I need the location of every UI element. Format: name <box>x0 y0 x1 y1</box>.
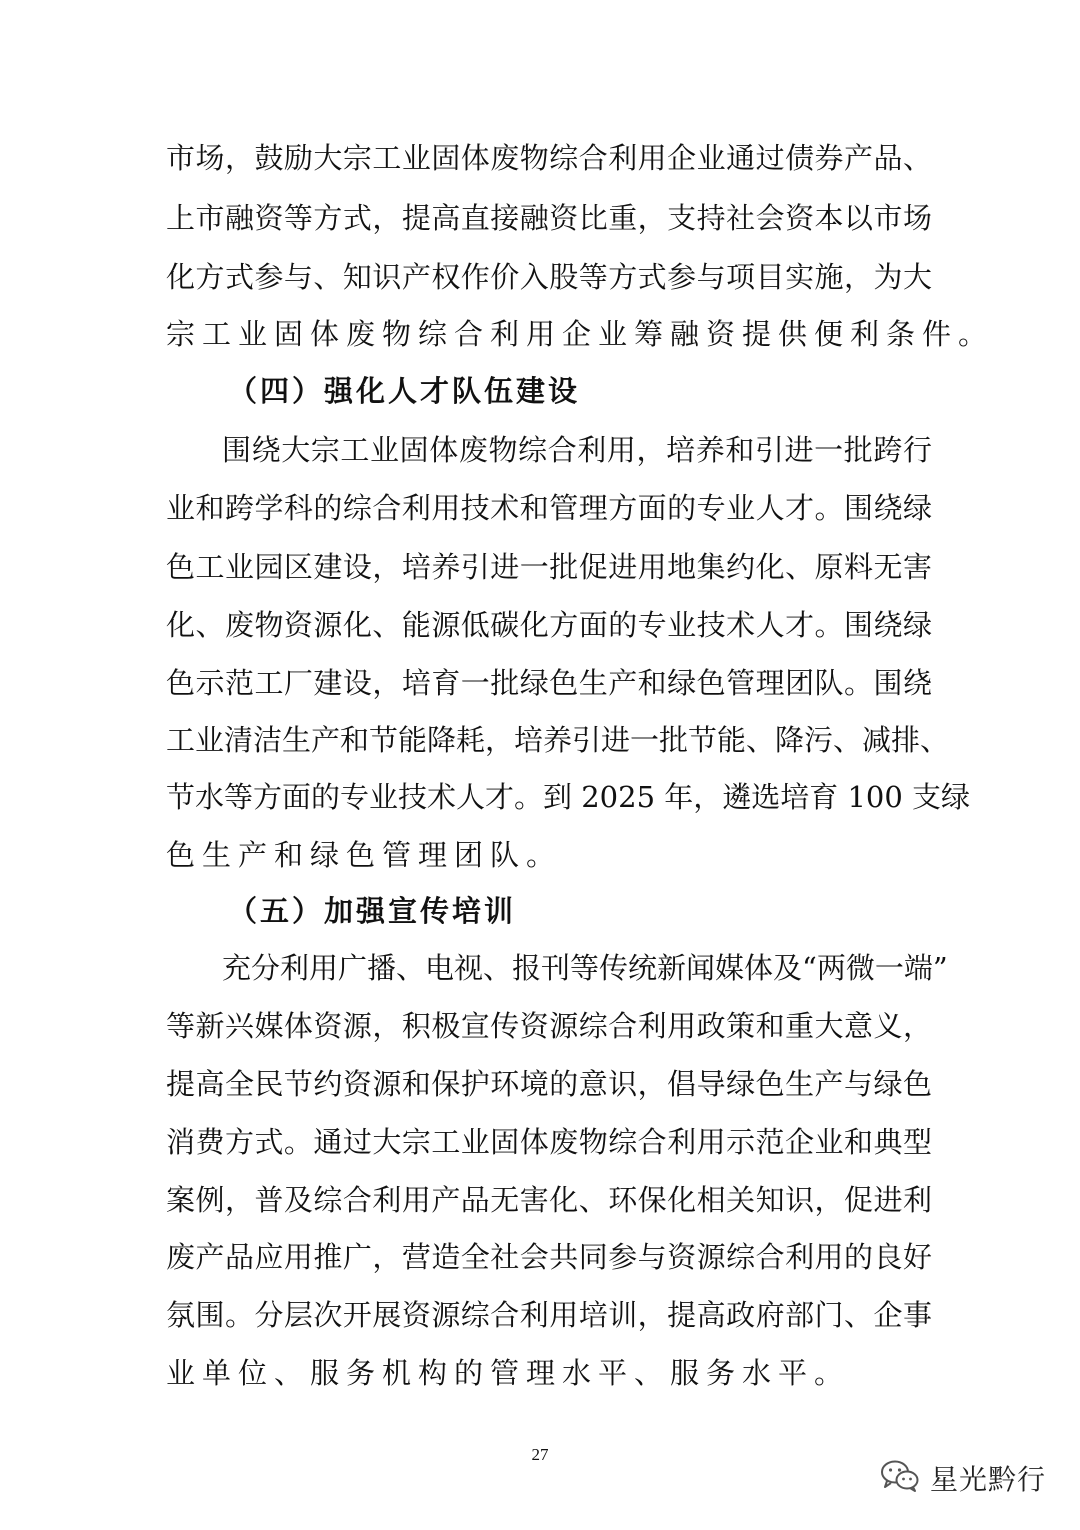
paragraph-line: 化、废物资源化、能源低碳化方面的专业技术人才。围绕绿 <box>166 608 932 642</box>
watermark-text: 星光黔行 <box>929 1463 1046 1496</box>
paragraph-line: 节水等方面的专业技术人才。到 2025 年，遴选培育 100 支绿 <box>166 780 971 814</box>
paragraph-line: 色示范工厂建设，培育一批绿色生产和绿色管理团队。围绕 <box>166 666 932 700</box>
paragraph-line: 废产品应用推广，营造全社会共同参与资源综合利用的良好 <box>166 1240 932 1274</box>
paragraph-line: 消费方式。通过大宗工业固体废物综合利用示范企业和典型 <box>166 1125 932 1159</box>
paragraph-line: 等新兴媒体资源，积极宣传资源综合利用政策和重大意义， <box>166 1009 932 1043</box>
watermark <box>880 1456 1046 1500</box>
paragraph-line: 化方式参与、知识产权作价入股等方式参与项目实施，为大 <box>166 260 932 294</box>
paragraph-line: 围绕大宗工业固体废物综合利用，培养和引进一批跨行 <box>222 433 932 467</box>
section-heading-4: （四）强化人才队伍建设 <box>228 374 581 408</box>
paragraph-line: 案例，普及综合利用产品无害化、环保化相关知识，促进利 <box>166 1183 932 1217</box>
paragraph-line: 业单位、服务机构的管理水平、服务水平。 <box>166 1356 851 1390</box>
section-heading-5: （五）加强宣传培训 <box>228 894 517 928</box>
paragraph-line: 业和跨学科的综合利用技术和管理方面的专业人才。围绕绿 <box>166 491 932 525</box>
paragraph-line: 上市融资等方式，提高直接融资比重，支持社会资本以市场 <box>166 201 932 235</box>
paragraph-line: 色工业园区建设，培养引进一批促进用地集约化、原料无害 <box>166 550 932 584</box>
paragraph-line: 工业清洁生产和节能降耗，培养引进一批节能、降污、减排、 <box>166 723 950 757</box>
wechat-icon <box>880 1459 920 1497</box>
page-number: 27 <box>531 1445 549 1464</box>
paragraph-line: 提高全民节约资源和保护环境的意识，倡导绿色生产与绿色 <box>166 1067 932 1101</box>
paragraph-line: 市场，鼓励大宗工业固体废物综合利用企业通过债券产品、 <box>166 141 932 175</box>
paragraph-line: 充分利用广播、电视、报刊等传统新闻媒体及“两微一端” <box>222 951 948 985</box>
paragraph-line: 色生产和绿色管理团队。 <box>166 838 563 872</box>
paragraph-line: 氛围。分层次开展资源综合利用培训，提高政府部门、企事 <box>166 1298 932 1332</box>
paragraph-line: 宗工业固体废物综合利用企业筹融资提供便利条件。 <box>166 317 995 351</box>
